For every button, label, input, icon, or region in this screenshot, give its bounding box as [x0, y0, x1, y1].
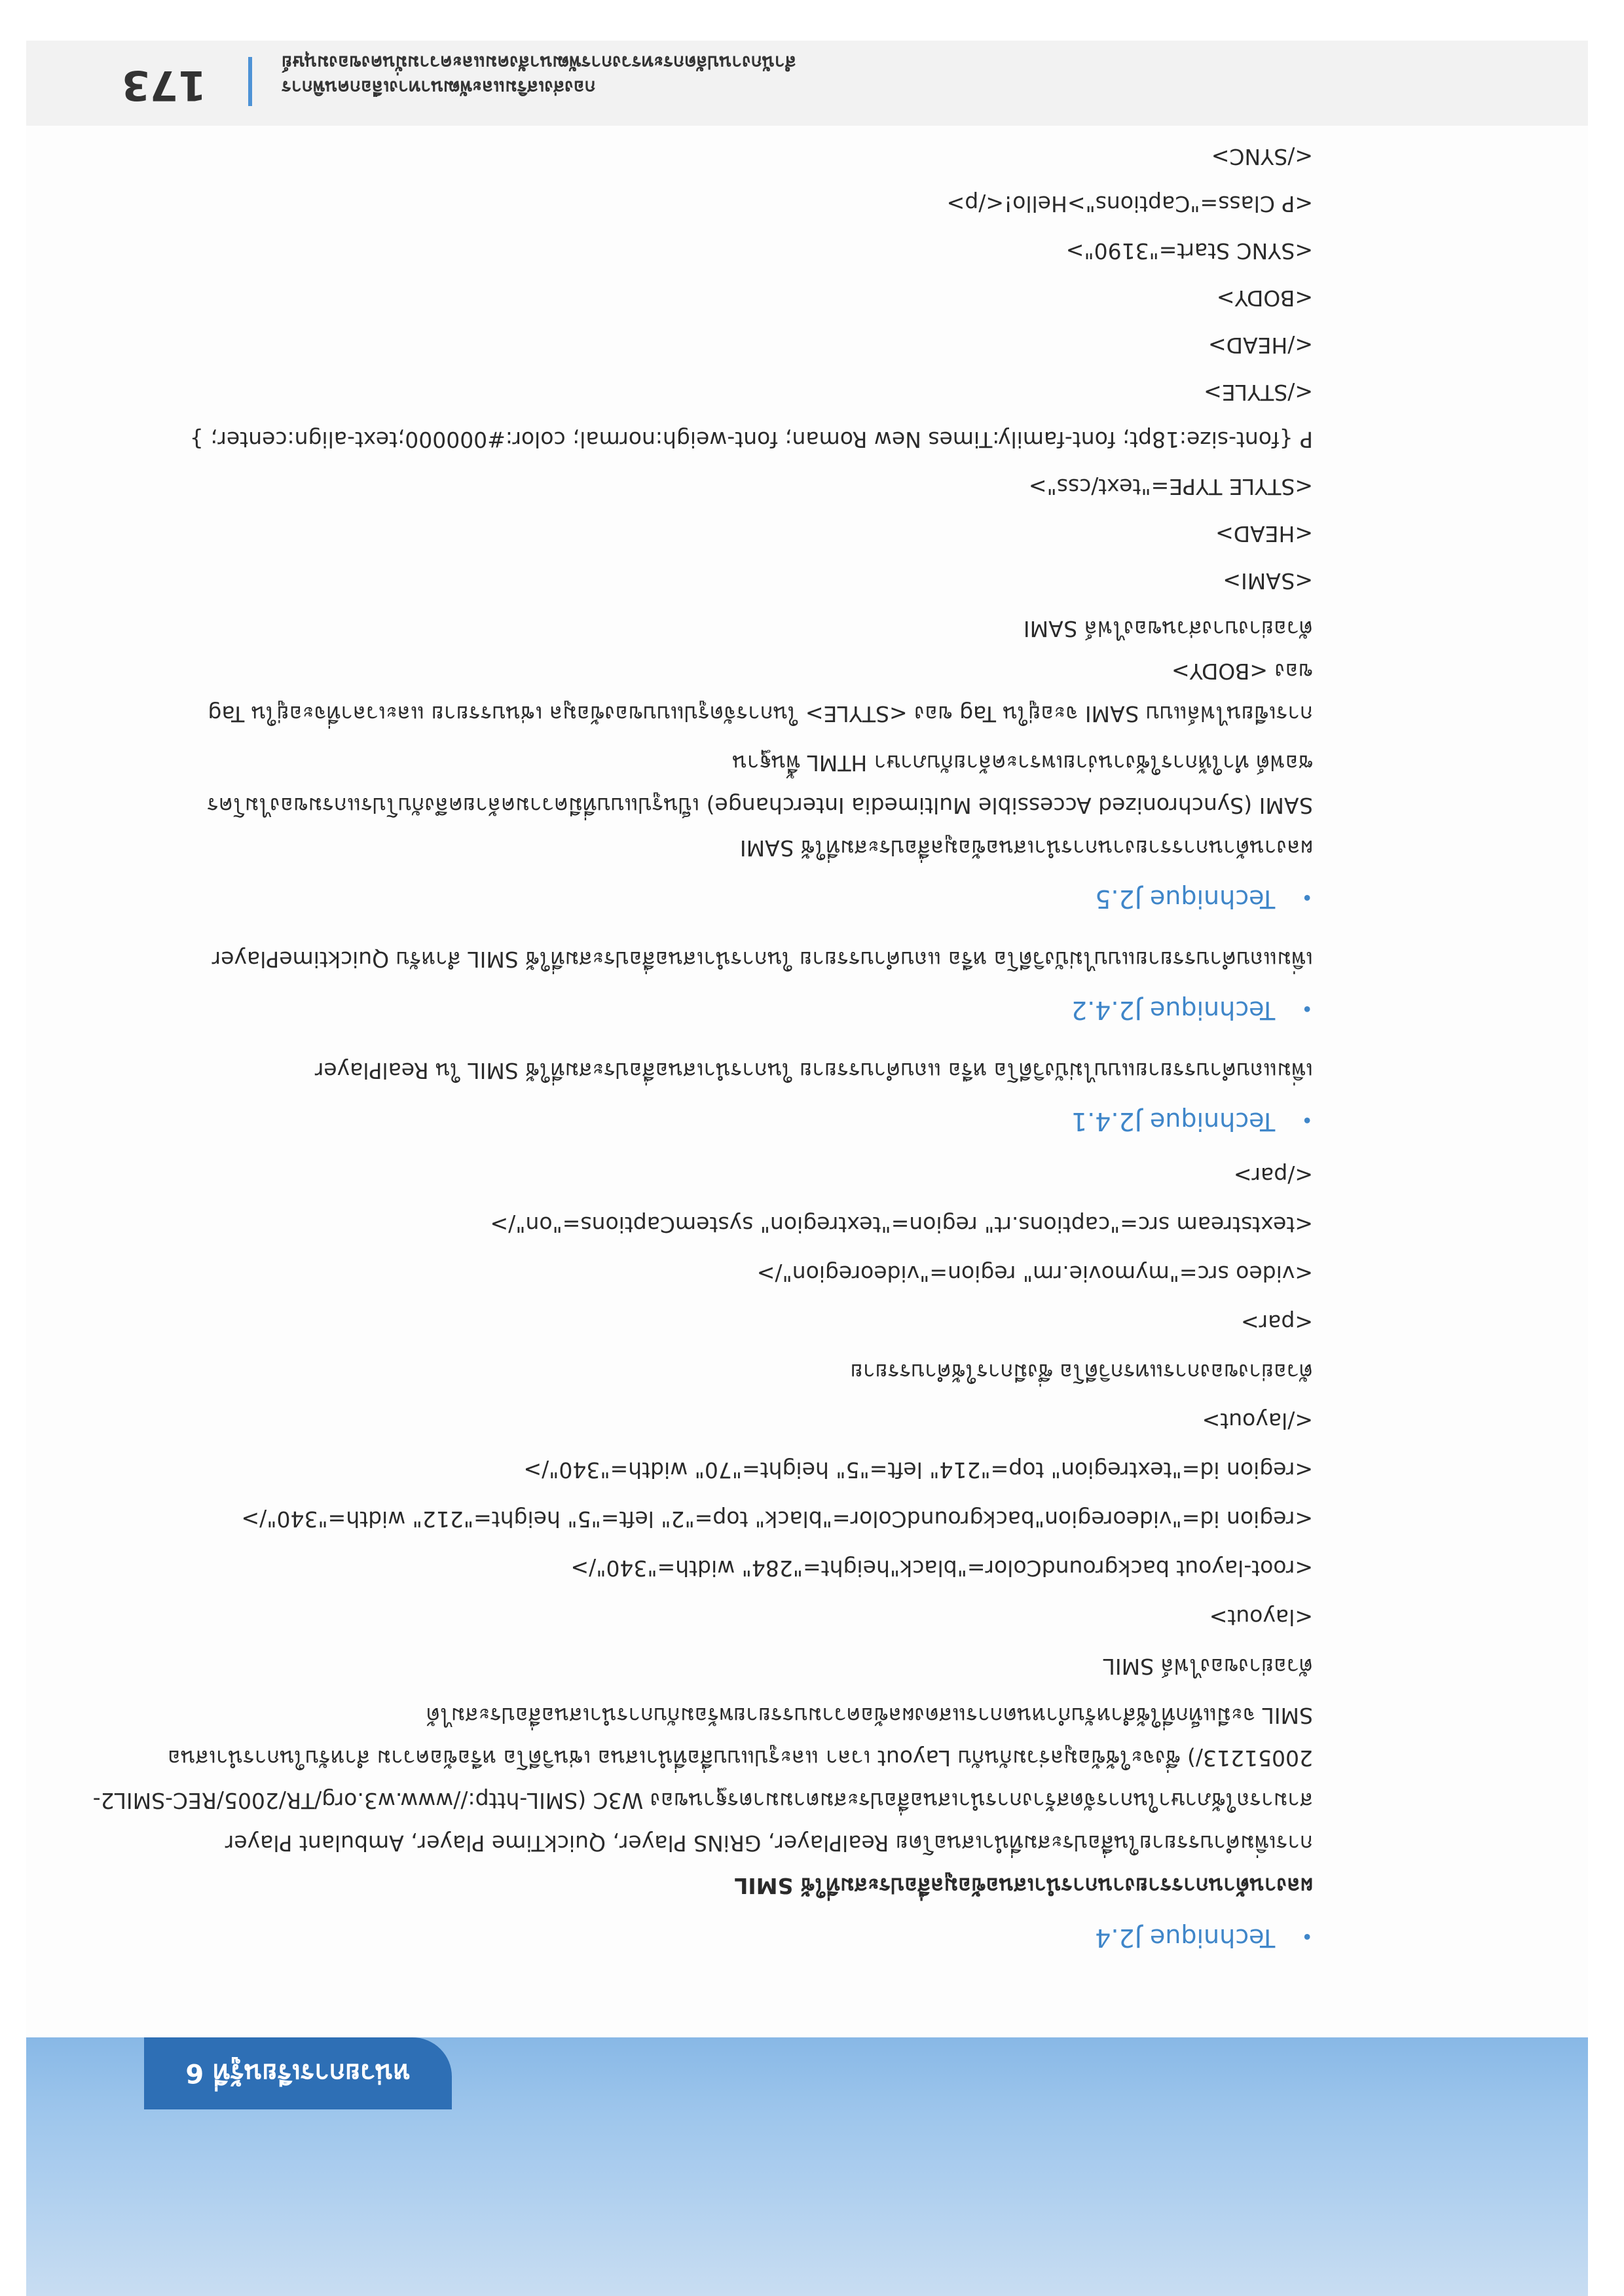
code-line: </HEAD>	[1208, 333, 1313, 358]
code-line: P {font-size:18pt; font-family:Times New Roman; font-weigh:normal; color:#000000;text-align:center; }	[189, 427, 1313, 452]
text-line: ตัวอย่างของการแทรกวิดีโอ ซึ่งมีการใช้คำบรรยาย	[850, 1359, 1313, 1385]
text-line: สามารถใช้ภาษาในการจัดสร้างการนำเสนอสื่อประสมตามมาตรฐานของ W3C (SMIL-http://www.w3.org/TR/2005/REC-SMIL2-	[92, 1788, 1313, 1813]
code-line: <HEAD>	[1215, 521, 1313, 547]
text-line: ผลงานด้านการรายงานการนำเสนอข้อมูลสื่อประสมที่ใช้ SMIL	[734, 1873, 1313, 1899]
code-line: <BODY>	[1216, 285, 1313, 311]
code-line: <region id="textregion" top="214" left="5" height="70" width="340"/>	[523, 1457, 1313, 1483]
text-line: การเพิ่มคำบรรยายในสื่อประสมที่นำเสนอโดย RealPlayer, GRiNS Player, QuickTime Player, Ambulant Player	[225, 1831, 1313, 1856]
text-line: การเขียนไฟล์แบบ SAMI จะอยู่ใน Tag ของ <STYLE> ในการจัดรูปแบบของข้อมูล เช่นบรรยาย และเวลาที่จะอยู่ใน Tag	[208, 701, 1313, 727]
text-line: ซอฟต์ ทำให้การใช้งานง่ายเพราะคล้ายกับภาษา HTML พื้นฐาน	[732, 750, 1313, 776]
text-line: เพิ่มแถบคำบรรยายแบบไม่บังวิดีโอ หรือ แถบคำบรรยาย ในการนำเสนอสื่อประสมที่ใช้ SMIL สำหรับ QuicktimePlayer	[212, 947, 1313, 972]
code-line: <par>	[1240, 1310, 1313, 1336]
chapter-tab	[144, 2037, 452, 2109]
technique-title: Technique J2.4.1	[1071, 1107, 1276, 1136]
technique-heading	[1071, 1107, 1313, 1136]
bullet-icon: •	[1301, 1108, 1313, 1131]
text-line: 20051213/) ซึ่งจะใช้ข้อมูลร่วมกันกับ Layout เวลา และรูปแบบสื่อที่นำเสนอ เช่นวิดีโอ หรือข้อความ สำหรับในการนำเสนอ	[168, 1745, 1313, 1771]
footer-divider	[248, 57, 252, 106]
text-line: ตัวอย่างบางส่วนของไฟล์ SAMI	[1023, 616, 1313, 642]
text-line: ผลงานด้านการรายงานการนำเสนอข้อมูลสื่อประสมที่ใช้ SAMI	[739, 835, 1313, 861]
technique-heading	[1095, 884, 1313, 913]
text-line: ตัวอย่างของไฟล์ SMIL	[1103, 1654, 1313, 1679]
code-line: </par>	[1233, 1163, 1313, 1188]
bullet-icon: •	[1301, 1924, 1313, 1947]
footer-organization: กองส่งเสริมและพัฒนาทางเลือกคนพิการ	[282, 77, 596, 98]
code-line: </STYLE>	[1204, 380, 1313, 405]
text-line: ของ <BODY>	[1171, 659, 1313, 684]
bullet-icon: •	[1301, 996, 1313, 1019]
code-line: <layout>	[1209, 1605, 1313, 1630]
technique-title: Technique J2.4	[1095, 1923, 1276, 1952]
code-line: <root-layout backgroundColor="black"height="284" width="340"/>	[570, 1556, 1313, 1581]
code-line: <SAMI>	[1223, 568, 1313, 594]
text-line: เพิ่มแถบคำบรรยายแบบไม่บังวิดีโอ หรือ แถบคำบรรยาย ในการนำเสนอสื่อประสมที่ใช้ SMIL ใน RealPlayer	[314, 1058, 1313, 1084]
code-line: <P Class="Captions">Hello!</p>	[946, 191, 1313, 217]
code-line: <textstream src="captions.rt" region="textregion" systemCaptions="on"/>	[490, 1212, 1313, 1237]
technique-heading	[1095, 1923, 1313, 1952]
code-line: <STYLE TYPE="text/css">	[1028, 474, 1313, 500]
page-footer	[26, 41, 1588, 126]
code-line: <video src="mymovie.rm" region="videoregion"/>	[756, 1261, 1313, 1286]
text-line: SMIL จะมีแท็กที่ใช้สำหรับกำหนดการแสดงผลข้อความบรรยายพร้อมกับการนำเสนอสื่อประสมได้	[426, 1703, 1313, 1728]
code-line: <SYNC Start="3190">	[1065, 238, 1313, 264]
technique-title: Technique J2.4.2	[1071, 996, 1276, 1025]
page-number: 173	[121, 62, 206, 109]
text-line: SAMI (Synchronized Accessible Multimedia Interchange) เป็นรูปแบบที่มีความคล้ายคลึงกับโปรแกรมของไมโคร	[207, 793, 1313, 818]
chapter-label: หน่วยการเรียนรู้ที่ 6	[185, 2058, 411, 2088]
technique-title: Technique J2.5	[1095, 884, 1276, 913]
bullet-icon: •	[1301, 885, 1313, 908]
code-line: </layout>	[1202, 1408, 1313, 1434]
footer-ministry: สำนักงานปลัดกระทรวงการพัฒนาสังคมและความมั่นคงของมนุษย์	[282, 52, 796, 73]
code-line: <region id="videoregion"backgroundColor="black" top="2" left="5" height="212" width="340"/>	[241, 1506, 1313, 1532]
page-sheet	[26, 41, 1588, 2296]
code-line: </SYNC>	[1211, 144, 1313, 170]
technique-heading	[1071, 996, 1313, 1025]
